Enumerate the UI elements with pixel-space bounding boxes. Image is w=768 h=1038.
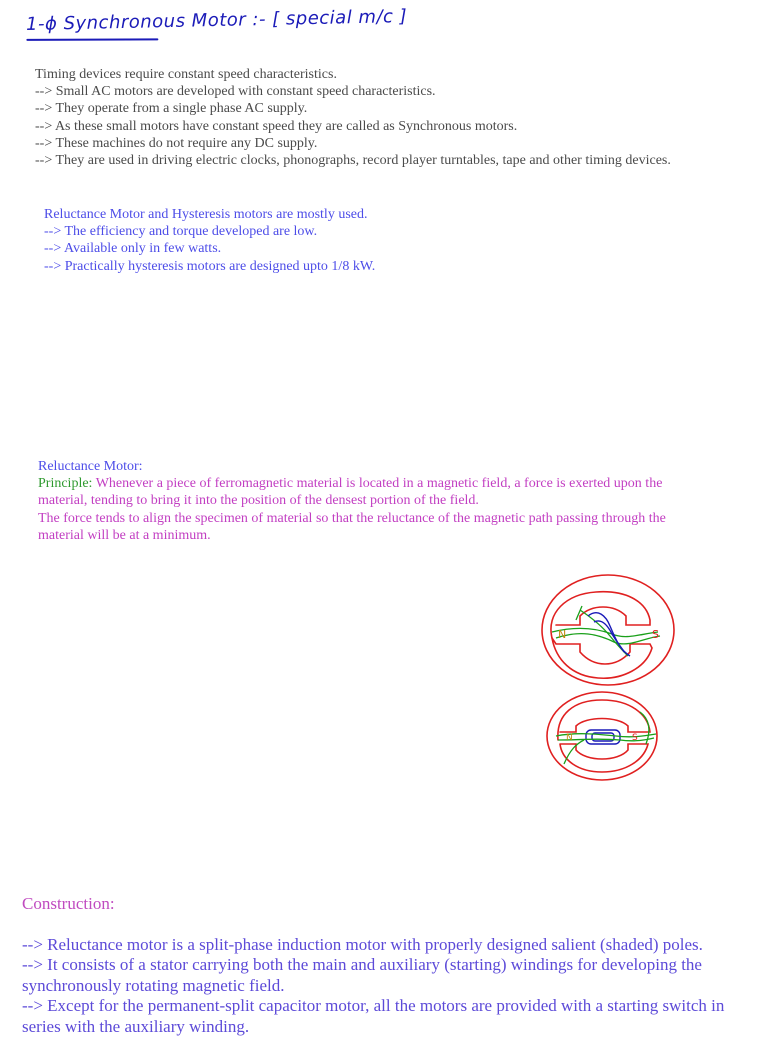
intro-line: --> As these small motors have constant speed they are called as Synchronous motors.: [35, 118, 518, 134]
intro-line: --> They are used in driving electric clocks, phonographs, record player turntables, tape and other timing devices.: [35, 153, 671, 169]
construction-line: --> Except for the permanent-split capacitor motor, all the motors are provided with a starting switch in series with the auxiliary winding.: [22, 996, 725, 1036]
reluctance-motor-sketch: [536, 568, 684, 788]
types-line: --> The efficiency and torque developed are low.: [44, 224, 318, 240]
align-paragraph: The force tends to align the specimen of material so that the reluctance of the magnetic path passing through the material will be at a minimum.: [38, 510, 666, 543]
intro-section: [35, 66, 671, 169]
title-underline: [26, 38, 158, 40]
intro-line: --> These machines do not require any DC supply.: [35, 135, 318, 151]
construction-line: --> Reluctance motor is a split-phase induction motor with properly designed salient (shaded) poles.: [22, 934, 703, 954]
rotor-bottom: [586, 730, 620, 744]
pole-label-s-bottom: S: [632, 733, 638, 743]
pole-label-n-bottom: N: [566, 733, 573, 743]
intro-line: Timing devices require constant speed characteristics.: [35, 67, 337, 82]
intro-line: --> Small AC motors are developed with constant speed characteristics.: [35, 84, 436, 100]
principle-paragraph: [38, 475, 678, 509]
types-line: --> Practically hysteresis motors are designed upto 1/8 kW.: [44, 258, 376, 274]
principle-text: Whenever a piece of ferromagnetic material is located in a magnetic field, a force is exerted upon the material, tending to bring it into the position of the densest portion of the field.: [38, 476, 663, 509]
intro-line: --> They operate from a single phase AC supply.: [35, 101, 308, 117]
reluctance-heading: Reluctance Motor:: [38, 459, 143, 474]
types-line: Reluctance Motor and Hysteresis motors are mostly used.: [44, 207, 368, 222]
flux-lines-top: [552, 606, 660, 656]
principle-label: Principle:: [38, 476, 93, 492]
motor-types-section: [44, 206, 375, 275]
construction-heading: Construction:: [22, 894, 115, 913]
pole-label-n-top: N: [558, 628, 567, 641]
pole-label-s-top: S: [652, 628, 659, 641]
page-title-text: 1-ϕ Synchronous Motor :- [ special m/c ]: [25, 6, 408, 35]
reluctance-motor-section: [38, 458, 678, 544]
construction-line: --> It consists of a stator carrying both the main and auxiliary (starting) windings for developing the synchronously rotating magnetic field.: [22, 955, 702, 995]
page-title: [26, 6, 408, 35]
types-line: --> Available only in few watts.: [44, 241, 222, 257]
construction-section: [22, 894, 757, 1038]
